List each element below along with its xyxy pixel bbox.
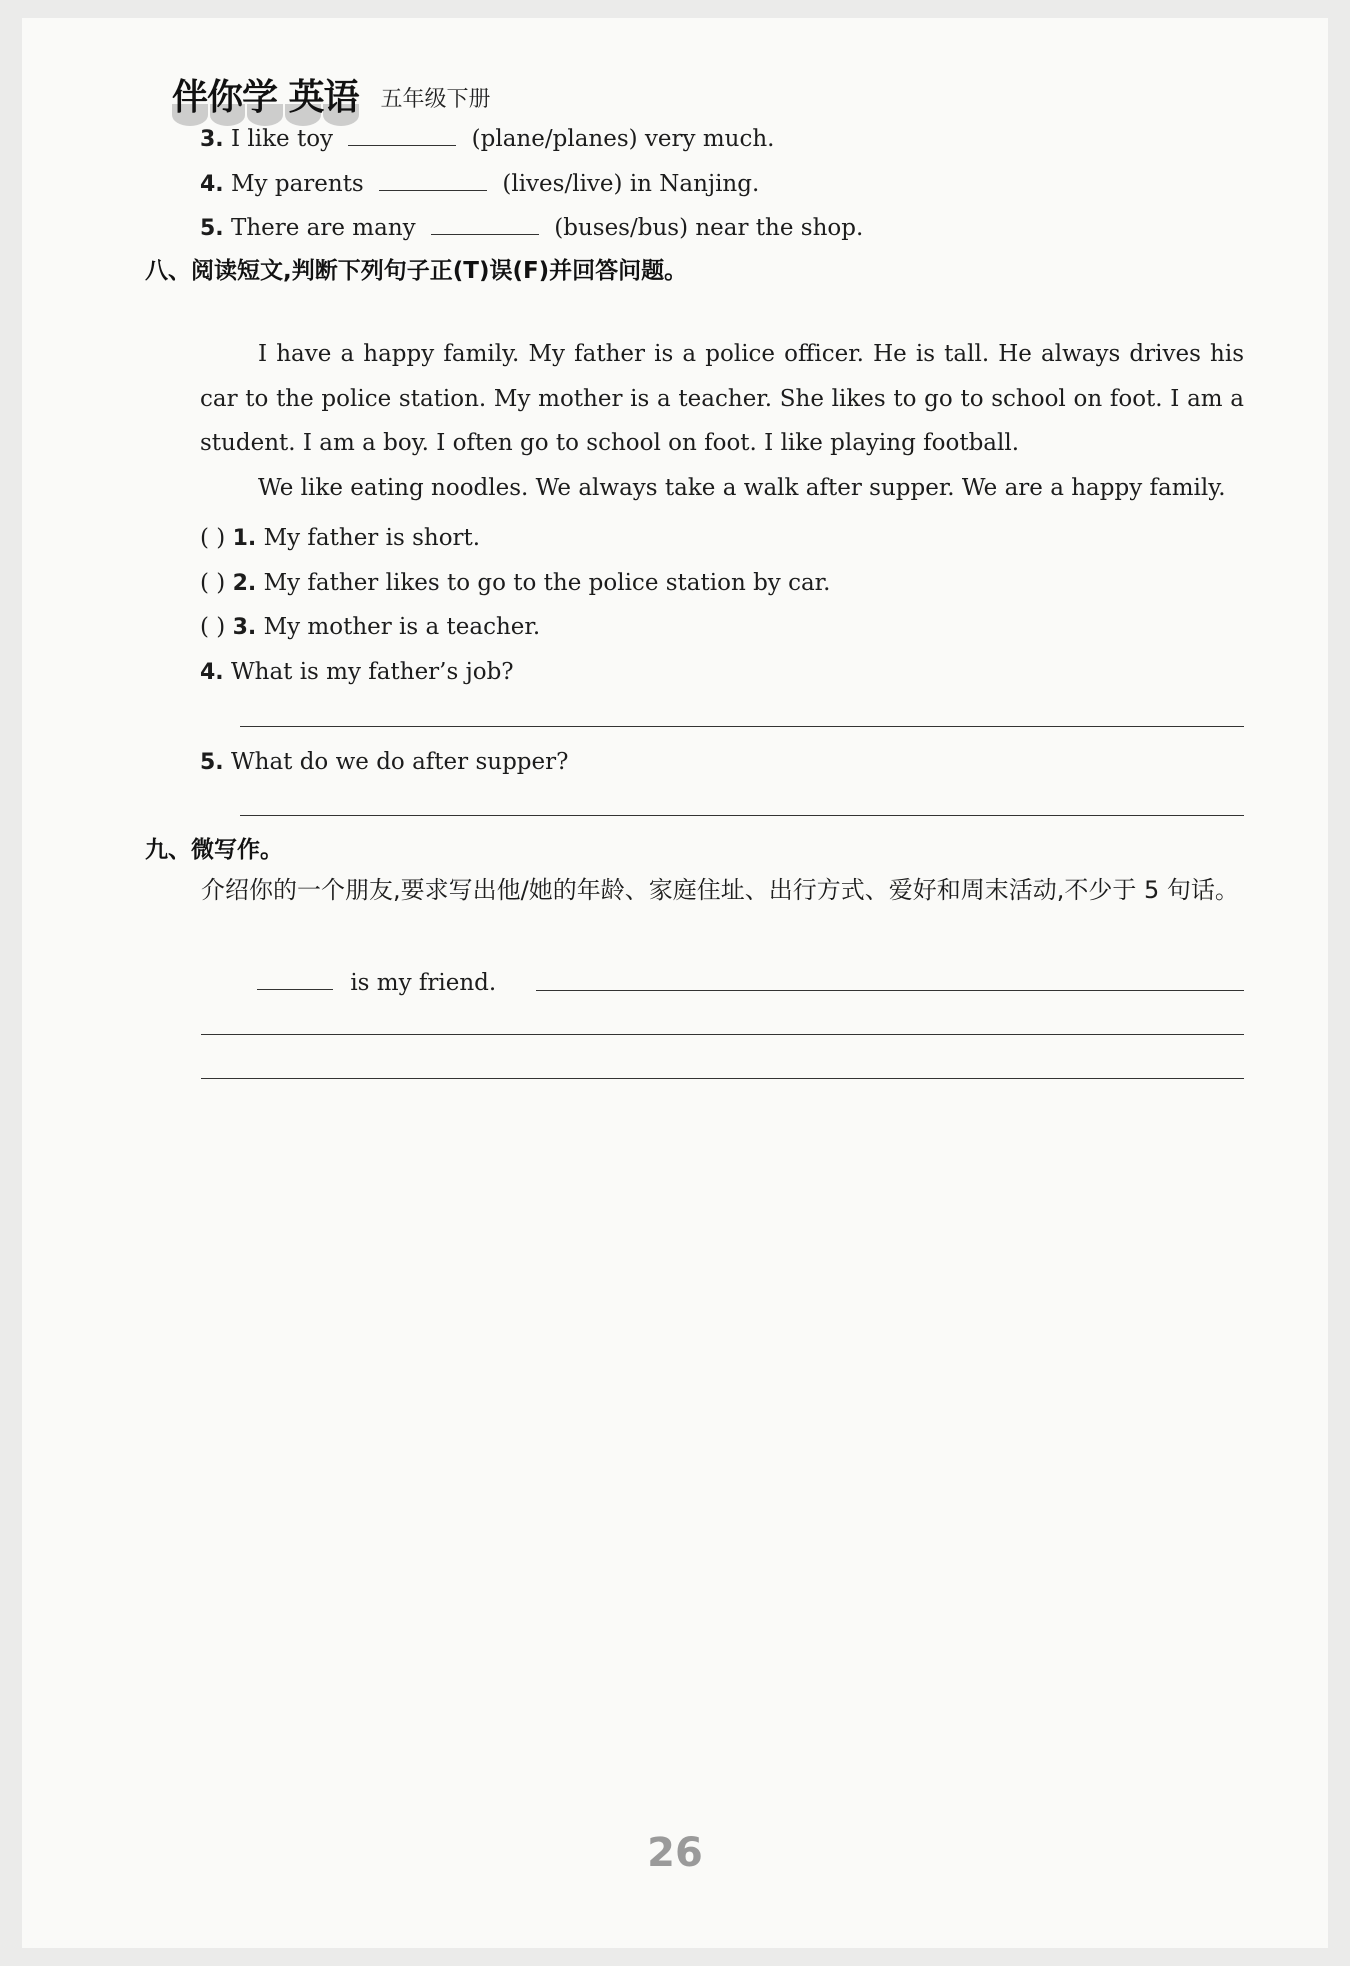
answer-blank[interactable]: [431, 212, 539, 235]
item-number: 4.: [200, 172, 224, 197]
item-text-before: My parents: [230, 171, 364, 197]
writing-line-1[interactable]: [536, 990, 1244, 991]
question-4: [200, 657, 514, 688]
starter-text: is my friend.: [350, 970, 497, 996]
item-number: 1.: [232, 526, 257, 551]
reading-passage: [200, 332, 1244, 510]
brand-logo: [172, 76, 359, 120]
tf-statement: My mother is a teacher.: [263, 614, 541, 640]
section-9-title: 九、微写作。: [145, 837, 283, 863]
item-number: 3.: [200, 127, 224, 152]
writing-starter-line: [257, 967, 1244, 998]
passage-paragraph-2: We like eating noodles. We always take a walk after supper. We are a happy family.: [258, 474, 1226, 501]
page-number: 26: [647, 1830, 703, 1876]
name-blank[interactable]: [257, 967, 333, 990]
tf-statement: My father likes to go to the police station by car.: [263, 570, 831, 596]
item-text-before: I like toy: [230, 126, 334, 152]
question-text: What do we do after supper?: [230, 749, 569, 775]
fill-blank-item-4: [200, 168, 759, 200]
workbook-page: [22, 18, 1328, 1948]
item-text-after: (lives/live) in Nanjing.: [502, 171, 760, 197]
item-number: 4.: [200, 660, 224, 685]
answer-blank[interactable]: [348, 123, 456, 146]
tf-answer-box[interactable]: ( ): [200, 525, 226, 551]
item-text-before: There are many: [230, 215, 416, 241]
answer-blank[interactable]: [379, 168, 487, 191]
answer-line-5[interactable]: [240, 815, 1244, 816]
item-number: 2.: [232, 571, 257, 596]
brand-title: 伴你学 英语: [172, 77, 359, 118]
tf-answer-box[interactable]: ( ): [200, 570, 226, 596]
tf-answer-box[interactable]: ( ): [200, 614, 226, 640]
item-number: 5.: [200, 216, 224, 241]
tf-item-3: [200, 612, 540, 643]
item-text-after: (buses/bus) near the shop.: [554, 215, 864, 241]
fill-blank-item-5: [200, 212, 863, 244]
tf-item-1: [200, 523, 480, 554]
writing-instruction: 介绍你的一个朋友,要求写出他/她的年龄、家庭住址、出行方式、爱好和周末活动,不少于 5 句话。: [201, 876, 1239, 904]
grade-label: 五年级下册: [380, 87, 491, 112]
item-number: 5.: [200, 750, 224, 775]
writing-line-2[interactable]: [201, 1034, 1244, 1035]
tf-statement: My father is short.: [263, 525, 481, 551]
passage-paragraph-1: I have a happy family. My father is a police officer. He is tall. He always drives his car to the police station. My mother is a teacher. She likes to go to school on foot. I am a student. I am a boy. I often go to school on foot. I like playing football.: [200, 341, 1244, 456]
section-8-title: 八、阅读短文,判断下列句子正(T)误(F)并回答问题。: [145, 258, 688, 284]
page-header: [172, 76, 491, 120]
tf-item-2: [200, 568, 830, 599]
question-5: [200, 747, 568, 778]
writing-line-3[interactable]: [201, 1078, 1244, 1079]
fill-blank-item-3: [200, 123, 774, 155]
answer-line-4[interactable]: [240, 726, 1244, 727]
item-text-after: (plane/planes) very much.: [471, 126, 775, 152]
item-number: 3.: [232, 615, 257, 640]
question-text: What is my father’s job?: [230, 659, 514, 685]
